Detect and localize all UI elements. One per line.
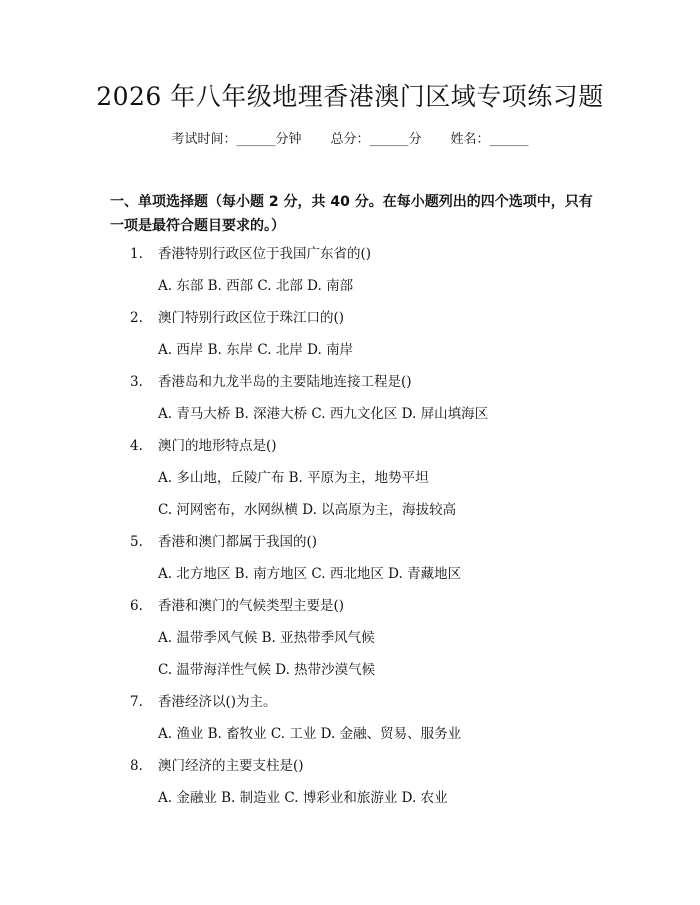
- question-text: 香港特别行政区位于我国广东省的(): [158, 246, 372, 262]
- question-number: 2.: [130, 310, 143, 326]
- time-unit: 分钟: [275, 132, 302, 147]
- question-number: 7.: [130, 694, 143, 710]
- question-text: 澳门的地形特点是(): [158, 438, 277, 454]
- question-6: [130, 596, 344, 616]
- question-number: 3.: [130, 374, 143, 390]
- section-heading: 一、单项选择题（每小题 2 分，共 40 分。在每小题列出的四个选项中，只有一项是最符合题目要求的。）: [110, 194, 593, 234]
- question-number: 1.: [130, 246, 143, 262]
- question-4-options-line-2: C. 河网密布，水网纵横 D. 以高原为主，海拔较高: [158, 502, 457, 518]
- question-number: 8.: [130, 758, 143, 774]
- question-4-options-line-1: A. 多山地，丘陵广布 B. 平原为主，地势平坦: [158, 470, 429, 486]
- question-text: 香港岛和九龙半岛的主要陆地连接工程是(): [158, 374, 412, 390]
- question-number: 4.: [130, 438, 143, 454]
- score-blank: ______: [369, 132, 409, 147]
- time-label: 考试时间：: [171, 132, 237, 147]
- question-6-options-line-1: A. 温带季风气候 B. 亚热带季风气候: [158, 630, 375, 646]
- question-4: [130, 436, 277, 456]
- question-3-options: A. 青马大桥 B. 深港大桥 C. 西九文化区 D. 屏山填海区: [158, 406, 489, 422]
- score-label: 总分：: [330, 132, 370, 147]
- question-text: 香港和澳门的气候类型主要是(): [158, 598, 345, 614]
- question-7-options: A. 渔业 B. 畜牧业 C. 工业 D. 金融、贸易、服务业: [158, 726, 462, 742]
- name-blank: ______: [489, 132, 529, 147]
- question-number: 6.: [130, 598, 143, 614]
- question-6-options-line-2: C. 温带海洋性气候 D. 热带沙漠气候: [158, 662, 376, 678]
- question-2-options: A. 西岸 B. 东岸 C. 北岸 D. 南岸: [158, 342, 354, 358]
- question-5-options: A. 北方地区 B. 南方地区 C. 西北地区 D. 青藏地区: [158, 566, 462, 582]
- question-8: [130, 756, 304, 776]
- question-text: 香港和澳门都属于我国的(): [158, 534, 318, 550]
- question-8-options: A. 金融业 B. 制造业 C. 博彩业和旅游业 D. 农业: [158, 790, 448, 806]
- question-2: [130, 308, 344, 328]
- score-unit: 分: [408, 132, 422, 147]
- question-5: [130, 532, 317, 552]
- question-1-options: A. 东部 B. 西部 C. 北部 D. 南部: [158, 278, 354, 294]
- question-7: [130, 692, 277, 712]
- name-label: 姓名：: [450, 132, 490, 147]
- page-title: 2026 年八年级地理香港澳门区域专项练习题: [96, 82, 604, 111]
- question-text: 香港经济以()为主。: [158, 694, 277, 710]
- question-3: [130, 372, 412, 392]
- exam-info-line: [0, 130, 700, 150]
- question-text: 澳门特别行政区位于珠江口的(): [158, 310, 345, 326]
- question-text: 澳门经济的主要支柱是(): [158, 758, 304, 774]
- time-blank: ______: [236, 132, 276, 147]
- question-1: [130, 244, 371, 264]
- question-number: 5.: [130, 534, 143, 550]
